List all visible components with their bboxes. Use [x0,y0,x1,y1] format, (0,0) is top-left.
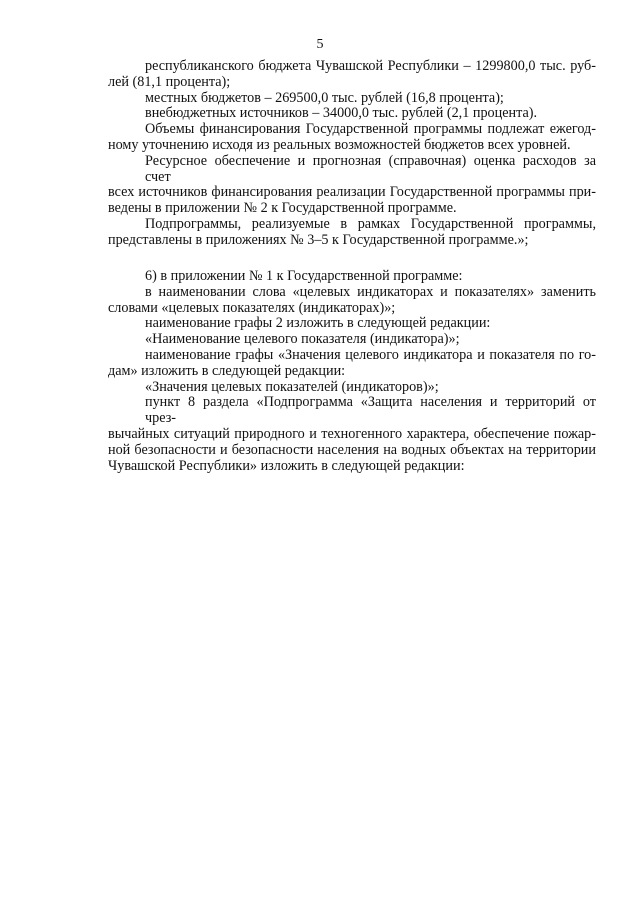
paragraph-line: наименование графы «Значения целевого индикатора и показателя по го- [145,346,596,363]
paragraph-line: пункт 8 раздела «Подпрограмма «Защита населения и территорий от чрез- [145,394,596,427]
paragraph-line: всех источников финансирования реализации Государственной программы при- [108,184,596,201]
paragraph-line: Объемы финансирования Государственной программы подлежат ежегод- [145,121,596,138]
paragraph-line: представлены в приложениях № 3–5 к Государственной программе.»; [108,231,529,248]
amendment-section [108,269,596,474]
paragraph-line: «Значения целевых показателей (индикаторов)»; [145,378,439,395]
funding-section [108,59,596,249]
paragraph-line: вычайных ситуаций природного и техногенного характера, обеспечение пожар- [108,425,596,442]
paragraph-line: Ресурсное обеспечение и прогнозная (справочная) оценка расходов за счет [145,152,596,185]
paragraph-line: внебюджетных источников – 34000,0 тыс. рублей (2,1 процента). [145,105,538,122]
paragraph-line: наименование графы 2 изложить в следующей редакции: [145,315,491,332]
paragraph-line: словами «целевых показателях (индикаторах)»; [108,299,396,316]
paragraph-line: лей (81,1 процента); [108,73,231,90]
paragraph-line: ведены в приложении № 2 к Государственной программе. [108,200,457,217]
paragraph-line: Подпрограммы, реализуемые в рамках Государственной программы, [145,215,596,232]
page-number: 5 [316,37,324,52]
paragraph-line: ной безопасности и безопасности населения на водных объектах на территории [108,441,596,458]
paragraph-line: местных бюджетов – 269500,0 тыс. рублей (16,8 процента); [145,89,504,106]
paragraph-line: дам» изложить в следующей редакции: [108,362,346,379]
paragraph-line: ному уточнению исходя из реальных возможностей бюджетов всех уровней. [108,136,571,153]
paragraph-line: республиканского бюджета Чувашской Республики – 1299800,0 тыс. руб- [145,58,596,74]
paragraph-line: 6) в приложении № 1 к Государственной программе: [145,268,463,284]
paragraph-line: «Наименование целевого показателя (индикатора)»; [145,331,460,348]
paragraph-line: Чувашской Республики» изложить в следующей редакции: [108,457,465,474]
paragraph-line: в наименовании слова «целевых индикаторах и показателях» заменить [145,283,596,300]
